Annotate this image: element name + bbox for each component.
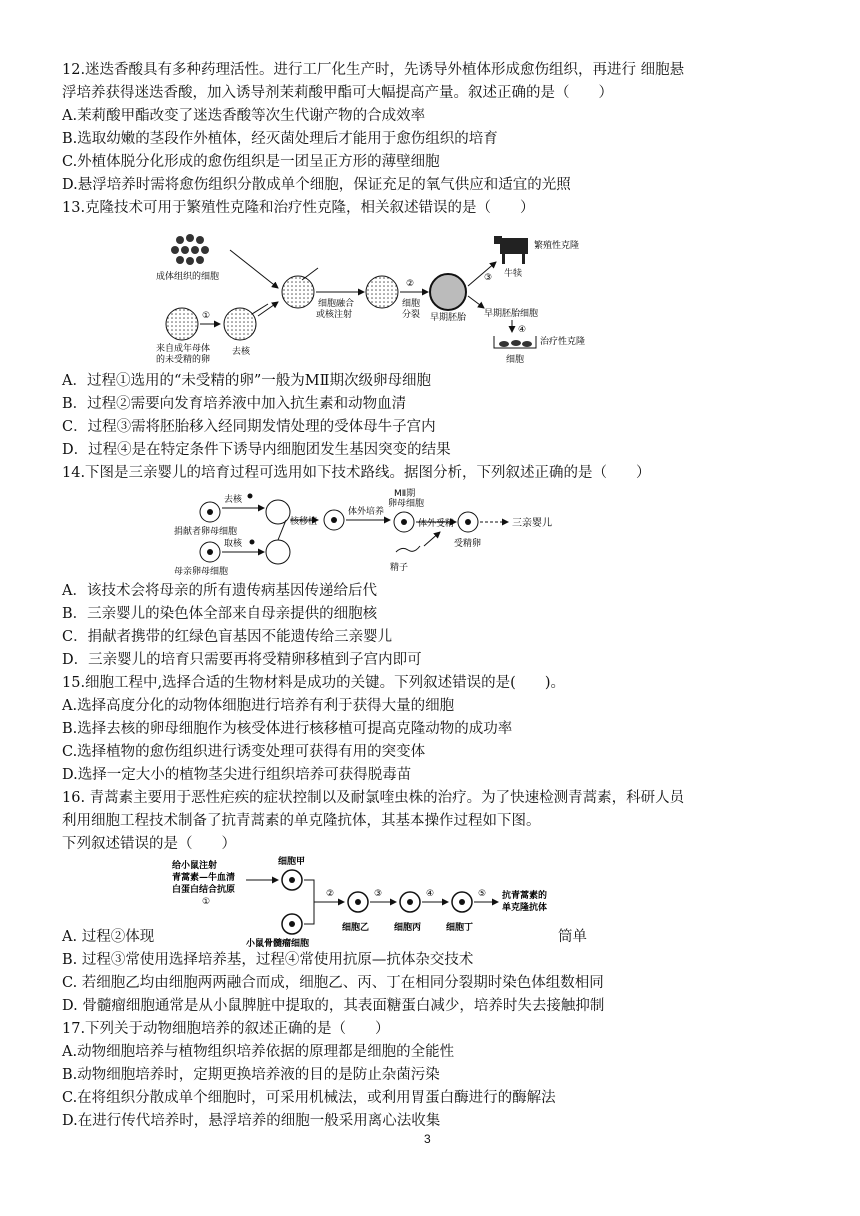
q16-stem-line2: 利用细胞工程技术制备了抗青蒿素的单克隆抗体，其基本操作过程如下图。 — [62, 813, 541, 829]
inject-label-line2: 青蒿素—牛血清 — [172, 873, 236, 883]
baby-label: 三亲婴儿 — [512, 518, 552, 529]
enucleated-donor-egg — [266, 500, 290, 524]
q13-option-c: C．过程③需将胚胎移入经同期发情处理的受体母牛子宫内 — [62, 419, 436, 435]
circ4: ④ — [518, 325, 527, 335]
inject-label-line3: 白蛋白结合抗原 — [172, 885, 236, 895]
reconstructed-cell — [366, 276, 398, 308]
q15-option-d: D.选择一定大小的植物茎尖进行组织培养可获得脱毒苗 — [62, 767, 412, 783]
q16-option-a-right: 筒单 — [558, 929, 587, 945]
circ4: ④ — [426, 889, 435, 899]
q14-three-parent-baby-diagram — [168, 486, 608, 578]
q14-option-b: B．三亲婴儿的染色体全部来自母亲提供的细胞核 — [62, 606, 378, 622]
remove-nucleus-label: 去核 — [224, 495, 243, 505]
q12-stem-line2: 浮培养获得迷迭香酸，加入诱导剂茉莉酸甲酯可大幅提高产量。叙述正确的是（ ） — [62, 85, 613, 101]
q13-cloning-diagram — [150, 228, 630, 368]
q15-option-a: A.选择高度分化的动物体细胞进行培养有利于获得大量的细胞 — [62, 698, 455, 714]
mii-label-line1: MⅡ期 — [394, 489, 416, 499]
q14-stem: 14.下图是三亲婴儿的培育过程可选用如下技术路线。据图分析，下列叙述正确的是（ ） — [62, 465, 651, 481]
embryo-cell-label: 早期胚胎细胞 — [484, 309, 539, 319]
q12-option-d: D.悬浮培养时需将愈伤组织分散成单个细胞，保证充足的氧气供应和适宜的光照 — [62, 177, 571, 193]
mii-label-line2: 卵母细胞 — [388, 499, 425, 509]
cell-yi-label: 细胞乙 — [342, 923, 370, 933]
mother-egg-label: 母亲卵母细胞 — [174, 567, 229, 577]
inject-label-line1: 给小鼠注射 — [172, 861, 218, 871]
myeloma-label: 小鼠骨髓瘤细胞 — [246, 939, 310, 948]
mab-label-line1: 抗青蒿素的 — [502, 891, 548, 901]
circ1: ① — [202, 897, 211, 907]
circ2: ② — [406, 279, 415, 289]
circ5: ⑤ — [478, 889, 487, 899]
q14-option-c: C．捐献者携带的红绿色盲基因不能遗传给三亲婴儿 — [62, 629, 393, 645]
mab-label-line2: 单克隆抗体 — [502, 903, 548, 913]
early-embryo — [430, 274, 466, 310]
q17-option-a: A.动物细胞培养与植物组织培养依据的原理都是细胞的全能性 — [62, 1044, 455, 1060]
q17-option-c: C.在将组织分散成单个细胞时，可采用机械法，或利用胃蛋白酶进行的酶解法 — [62, 1090, 556, 1106]
mother-egg-remnant — [266, 540, 290, 564]
egg-label-line1: 来自成年母体 — [156, 344, 211, 354]
circ1: ① — [202, 311, 211, 321]
q16-monoclonal-antibody-diagram — [168, 856, 598, 948]
q15-stem: 15.细胞工程中,选择合适的生物材料是成功的关键。下列叙述错误的是( )。 — [62, 675, 565, 691]
repro-clone-label: 繁殖性克隆 — [534, 241, 580, 251]
q15-option-b: B.选择去核的卵母细胞作为核受体进行核移植可提高克隆动物的成功率 — [62, 721, 513, 737]
cell-ding-label: 细胞丁 — [446, 923, 474, 933]
q12-stem-line1: 12.迷迭香酸具有多种药理活性。进行工厂化生产时，先诱导外植体形成愈伤组织，再进行 细胞悬 — [62, 62, 685, 78]
cell-bing-label: 细胞丙 — [394, 923, 422, 933]
q12-option-a: A.茉莉酸甲酯改变了迷迭香酸等次生代谢产物的合成效率 — [62, 108, 426, 124]
division-label-line1: 细胞 — [402, 299, 421, 309]
in-vitro-fert-label: 体外受精 — [418, 519, 455, 529]
division-label-line2: 分裂 — [402, 310, 421, 320]
q12-option-b: B.选取幼嫩的茎段作外植体，经灭菌处理后才能用于愈伤组织的培育 — [62, 131, 498, 147]
in-vitro-culture-label: 体外培养 — [348, 507, 385, 517]
thera-clone-label: 治疗性克隆 — [540, 337, 586, 347]
fused-cell — [282, 276, 314, 308]
q16-stem-line1: 16. 青蒿素主要用于恶性疟疾的症状控制以及耐氯喹虫株的治疗。为了快速检测青蒿素，科研人员 — [62, 790, 685, 806]
unfertilized-egg — [166, 308, 198, 340]
calf-icon — [494, 236, 528, 264]
take-nucleus-label: 取核 — [224, 539, 243, 549]
q13-option-b: B．过程②需要向发育培养液中加入抗生素和动物血清 — [62, 396, 407, 412]
circ3: ③ — [484, 273, 493, 283]
q14-option-d: D．三亲婴儿的培育只需要再将受精卵移植到子宫内即可 — [62, 652, 422, 668]
page-number: 3 — [424, 1132, 431, 1146]
circ2: ② — [326, 889, 335, 899]
zygote-label: 受精卵 — [454, 539, 482, 549]
early-embryo-label: 早期胚胎 — [430, 313, 467, 323]
q16-option-c: C. 若细胞乙均由细胞两两融合而成，细胞乙、丙、丁在相同分裂期时染色体组数相同 — [62, 975, 604, 991]
egg-label-line2: 的未受精的卵 — [156, 355, 211, 365]
sperm-label: 精子 — [390, 563, 409, 573]
circ3: ③ — [374, 889, 383, 899]
q13-stem: 13.克隆技术可用于繁殖性克隆和治疗性克隆，相关叙述错误的是（ ） — [62, 200, 535, 216]
q17-stem: 17.下列关于动物细胞培养的叙述正确的是（ ） — [62, 1021, 390, 1037]
q16-option-b: B. 过程③常使用选择培养基，过程④常使用抗原—抗体杂交技术 — [62, 952, 474, 968]
enucleate-label: 去核 — [232, 347, 251, 357]
q13-option-a: A．过程①选用的“未受精的卵”一般为MⅡ期次级卵母细胞 — [62, 373, 431, 389]
enucleated-egg — [224, 308, 256, 340]
adult-cell-label: 成体组织的细胞 — [156, 272, 220, 282]
q13-option-d: D．过程④是在特定条件下诱导内细胞团发生基因突变的结果 — [62, 442, 451, 458]
cells-label: 细胞 — [506, 355, 525, 365]
q16-option-d: D. 骨髓瘤细胞通常是从小鼠脾脏中提取的，其表面糖蛋白减少，培养时失去接触抑制 — [62, 998, 605, 1014]
q12-option-c: C.外植体脱分化形成的愈伤组织是一团呈正方形的薄壁细胞 — [62, 154, 440, 170]
nuclear-transfer-label: 核移植 — [290, 517, 318, 527]
q17-option-b: B.动物细胞培养时，定期更换培养液的目的是防止杂菌污染 — [62, 1067, 440, 1083]
cultured-cells-dish — [494, 336, 536, 348]
q15-option-c: C.选择植物的愈伤组织进行诱变处理可获得有用的突变体 — [62, 744, 426, 760]
donor-egg-label: 捐献者卵母细胞 — [174, 527, 238, 537]
adult-tissue-cells — [171, 234, 209, 265]
fusion-label-line2: 或核注射 — [316, 310, 353, 320]
fusion-label-line1: 细胞融合 — [318, 299, 355, 309]
q16-stem-line3: 下列叙述错误的是（ ） — [62, 836, 236, 852]
cell-jia-label: 细胞甲 — [278, 857, 306, 867]
calf-label: 牛犊 — [504, 269, 523, 279]
q14-option-a: A．该技术会将母亲的所有遗传病基因传递给后代 — [62, 583, 377, 599]
q16-option-a-left: A. 过程②体现 — [62, 929, 155, 945]
q17-option-d: D.在进行传代培养时，悬浮培养的细胞一般采用离心法收集 — [62, 1113, 441, 1129]
